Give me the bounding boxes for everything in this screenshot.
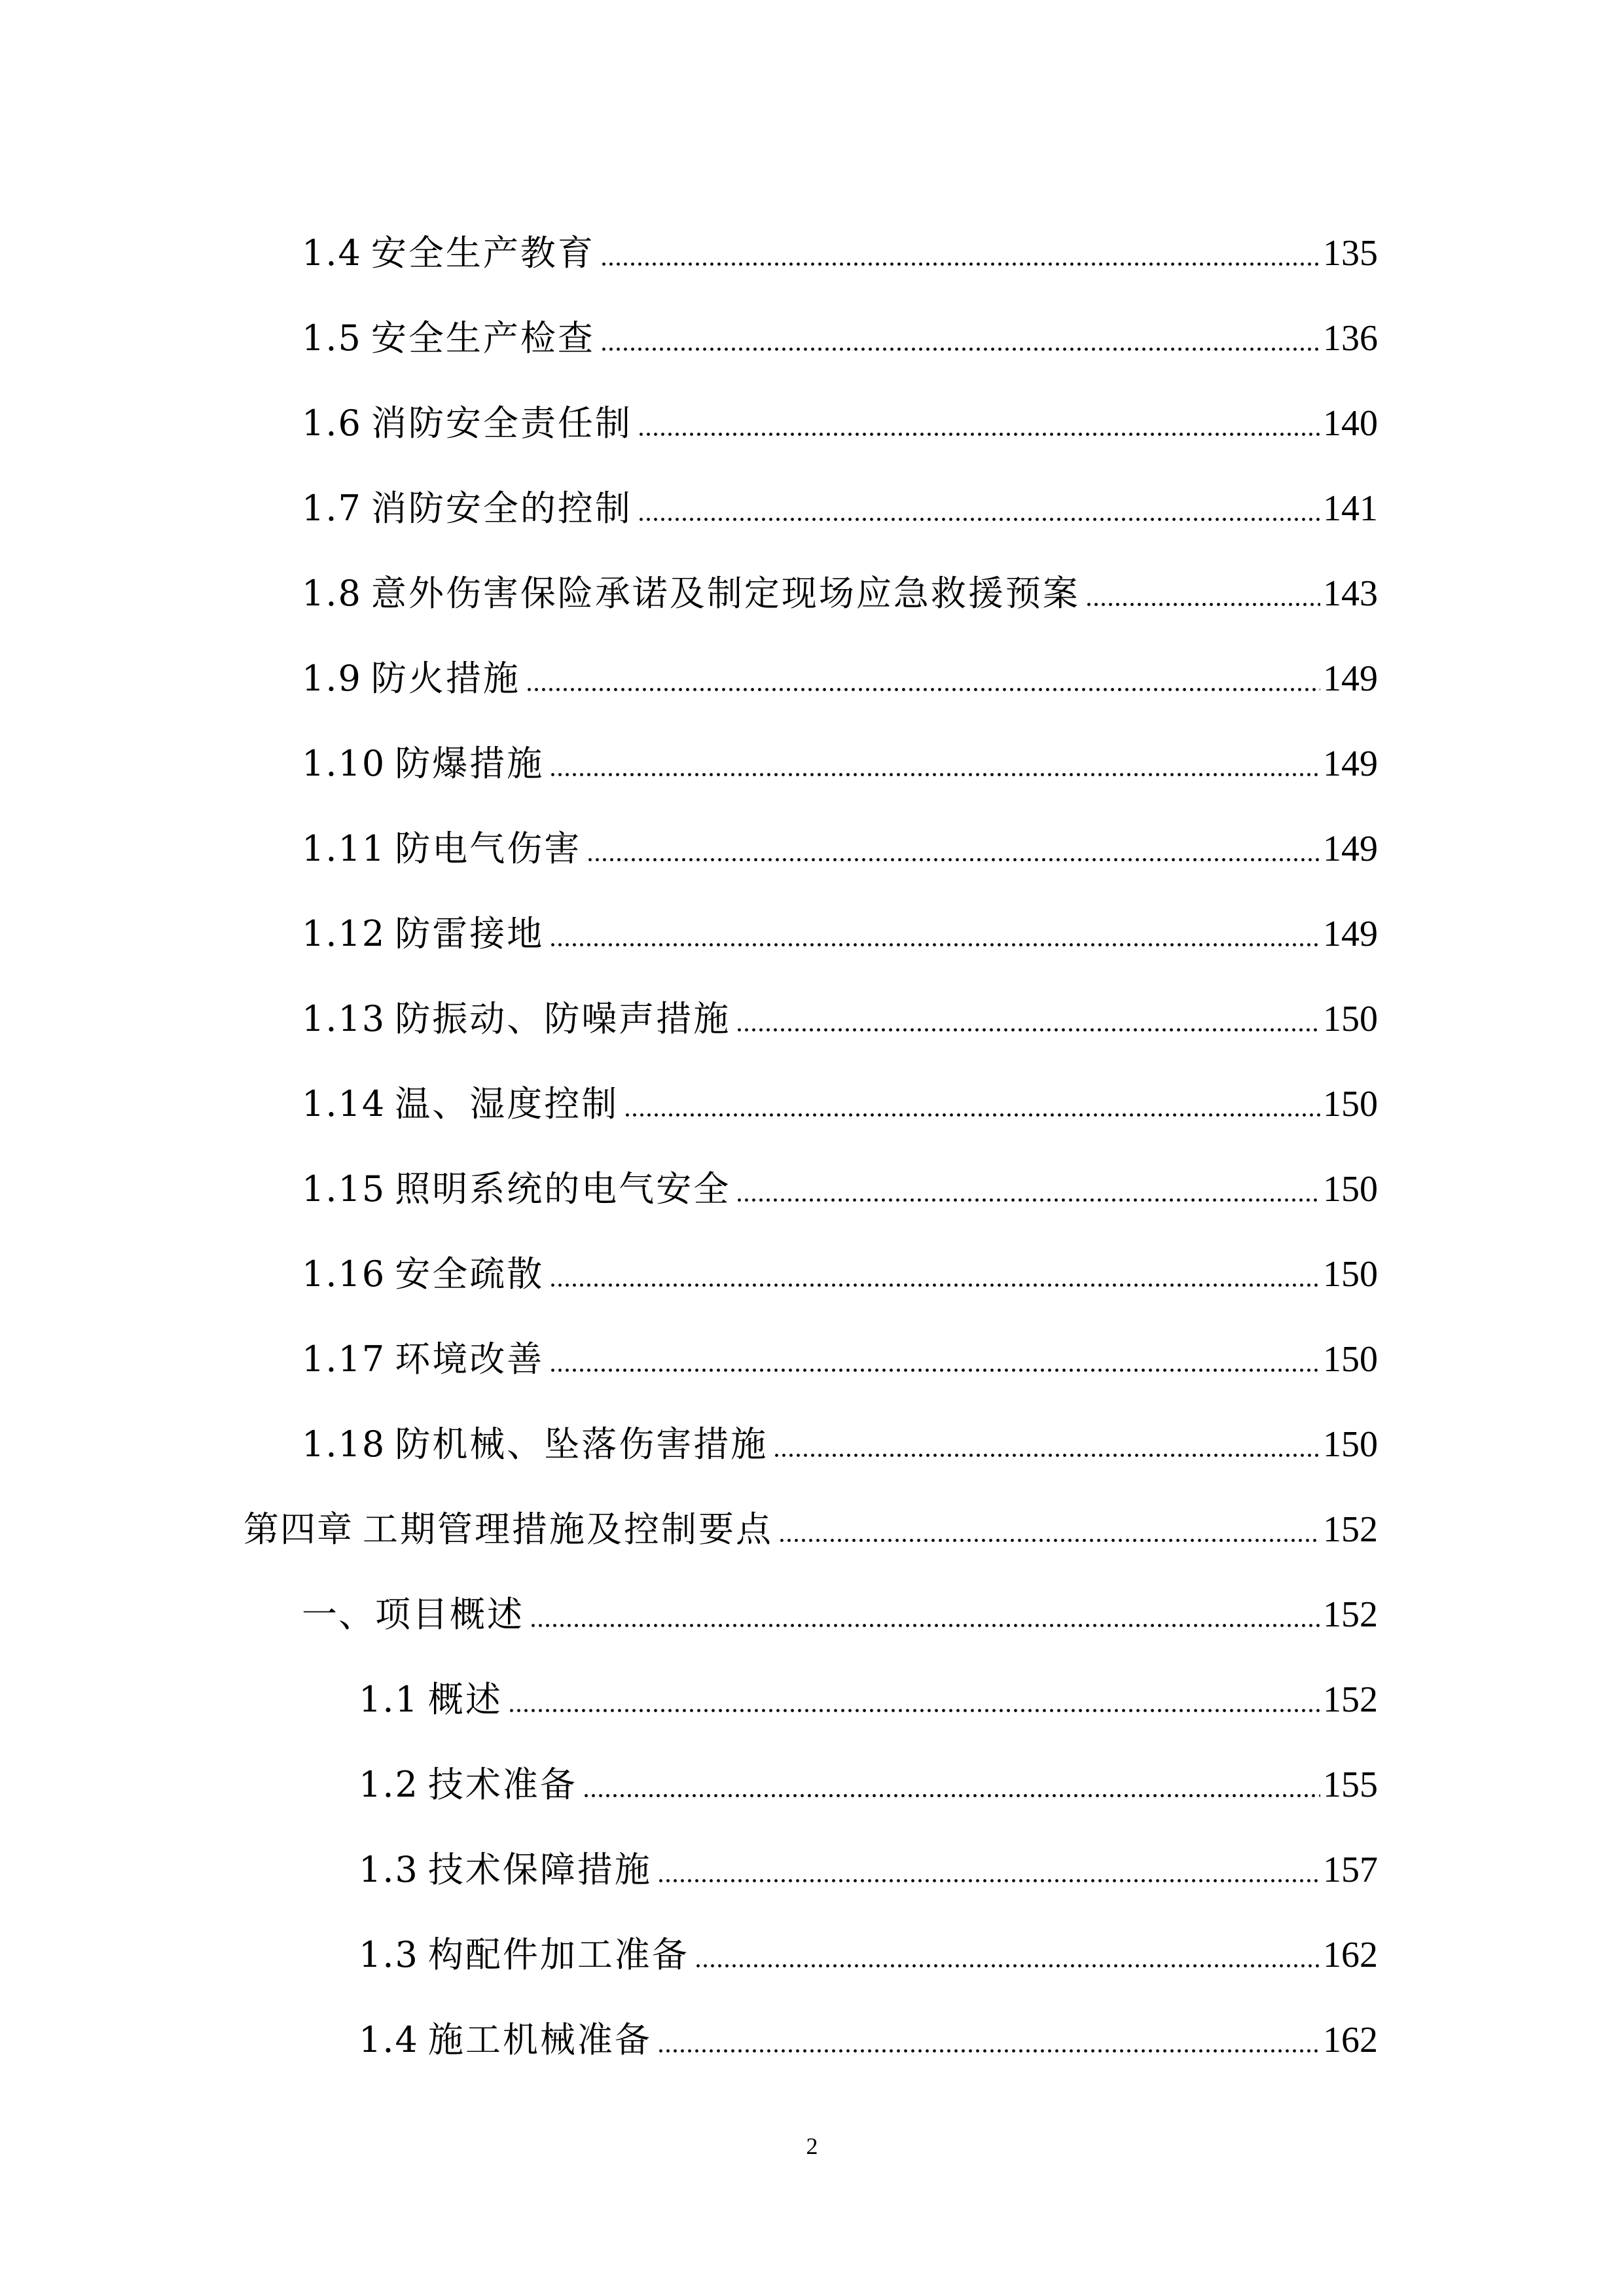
toc-entry-page: 150 xyxy=(1323,1424,1378,1465)
toc-entry[interactable] xyxy=(0,1912,1624,1998)
dot-leader xyxy=(600,321,1320,356)
dot-leader xyxy=(778,1512,1320,1547)
toc-entry-number: 1.7 xyxy=(302,488,362,529)
toc-entry-title: 安全疏散 xyxy=(395,1253,545,1295)
toc-entry-title: 防振动、防噪声措施 xyxy=(395,998,731,1039)
toc-entry-title: 构配件加工准备 xyxy=(427,1934,689,1975)
dot-leader xyxy=(695,1937,1320,1973)
toc-entry-page: 157 xyxy=(1323,1850,1378,1890)
toc-entry-page: 150 xyxy=(1323,1169,1378,1210)
toc-entry-title: 技术保障措施 xyxy=(427,1849,652,1890)
toc-entry-number: 1.8 xyxy=(302,573,362,614)
toc-entry-title: 消防安全的控制 xyxy=(370,488,632,529)
toc-entry[interactable] xyxy=(0,1742,1624,1827)
toc-entry-number: 1.4 xyxy=(302,232,362,274)
toc-entry-number: 1.16 xyxy=(302,1253,386,1295)
toc-entry-page: 150 xyxy=(1323,1339,1378,1380)
toc-entry[interactable] xyxy=(0,1062,1624,1147)
toc-entry[interactable] xyxy=(0,1487,1624,1572)
toc-entry-title: 概述 xyxy=(427,1679,503,1720)
toc-entry-page: 149 xyxy=(1323,914,1378,954)
toc-entry-page: 162 xyxy=(1323,2020,1378,2060)
toc-entry[interactable] xyxy=(0,551,1624,636)
toc-entry-page: 150 xyxy=(1323,1254,1378,1295)
toc-entry[interactable] xyxy=(0,1572,1624,1657)
toc-entry-number: 1.13 xyxy=(302,998,386,1039)
toc-entry-title: 防火措施 xyxy=(370,658,520,699)
toc-entry[interactable] xyxy=(0,721,1624,806)
toc-entry-page: 149 xyxy=(1323,744,1378,784)
toc-entry-number: 1.18 xyxy=(302,1424,386,1465)
toc-entry-title: 安全生产教育 xyxy=(370,232,595,274)
dot-leader xyxy=(526,661,1320,696)
toc-entry-number: 1.17 xyxy=(302,1338,386,1380)
dot-leader xyxy=(586,831,1320,867)
toc-entry-title: 防机械、坠落伤害措施 xyxy=(395,1424,768,1465)
toc-entry-page: 152 xyxy=(1323,1679,1378,1720)
dot-leader xyxy=(1085,576,1320,611)
toc-entry-number: 1.3 xyxy=(359,1934,419,1975)
toc-entry-title: 防雷接地 xyxy=(395,913,545,954)
toc-entry-page: 141 xyxy=(1323,488,1378,529)
toc-entry-title: 防爆措施 xyxy=(395,743,545,784)
toc-entry-title: 意外伤害保险承诺及制定现场应急救援预案 xyxy=(370,573,1080,614)
toc-entry-page: 150 xyxy=(1323,999,1378,1039)
dot-leader xyxy=(657,1852,1320,1888)
toc-entry-page: 162 xyxy=(1323,1935,1378,1975)
toc-entry[interactable] xyxy=(0,1998,1624,2083)
toc-entry[interactable] xyxy=(0,636,1624,721)
toc-entry-title: 照明系统的电气安全 xyxy=(395,1168,731,1210)
toc-entry[interactable] xyxy=(0,466,1624,551)
dot-leader xyxy=(549,1257,1320,1292)
toc-entry-title: 温、湿度控制 xyxy=(395,1083,619,1124)
toc-entry[interactable] xyxy=(0,1402,1624,1487)
toc-entry[interactable] xyxy=(0,1827,1624,1912)
toc-entry-page: 149 xyxy=(1323,829,1378,869)
dot-leader xyxy=(530,1597,1320,1632)
toc-entry-page: 136 xyxy=(1323,318,1378,359)
toc-entry-number: 1.5 xyxy=(302,317,362,359)
toc-entry-number: 一、 xyxy=(302,1594,375,1635)
toc-entry-title: 消防安全责任制 xyxy=(370,403,632,444)
dot-leader xyxy=(508,1682,1320,1717)
toc-entry-title: 安全生产检查 xyxy=(370,317,595,359)
toc-entry-title: 施工机械准备 xyxy=(427,2019,652,2060)
toc-entry-number: 第四章 xyxy=(244,1509,353,1550)
toc-entry-page: 150 xyxy=(1323,1084,1378,1124)
dot-leader xyxy=(549,1342,1320,1377)
toc-entry-page: 140 xyxy=(1323,403,1378,444)
toc-entry[interactable] xyxy=(0,1147,1624,1232)
toc-entry[interactable] xyxy=(0,977,1624,1062)
dot-leader xyxy=(624,1086,1320,1122)
toc-entry[interactable] xyxy=(0,1317,1624,1402)
dot-leader xyxy=(600,236,1320,271)
dot-leader xyxy=(773,1427,1320,1462)
toc-entry[interactable] xyxy=(0,296,1624,381)
toc-entry-number: 1.10 xyxy=(302,743,386,784)
toc-entry-page: 152 xyxy=(1323,1509,1378,1550)
toc-entry-number: 1.15 xyxy=(302,1168,386,1210)
toc-entry-number: 1.14 xyxy=(302,1083,386,1124)
toc-entry-number: 1.4 xyxy=(359,2019,419,2060)
toc-entry-title: 项目概述 xyxy=(375,1594,524,1635)
toc-entry-page: 143 xyxy=(1323,573,1378,614)
toc-entry[interactable] xyxy=(0,211,1624,296)
toc-entry-page: 149 xyxy=(1323,658,1378,699)
dot-leader xyxy=(549,916,1320,952)
toc-entry-title: 环境改善 xyxy=(395,1338,545,1380)
toc-entry-number: 1.3 xyxy=(359,1849,419,1890)
toc-entry-number: 1.6 xyxy=(302,403,362,444)
dot-leader xyxy=(549,746,1320,781)
toc-entry-title: 技术准备 xyxy=(427,1764,577,1805)
toc-entry-page: 155 xyxy=(1323,1765,1378,1805)
toc-entry[interactable] xyxy=(0,1232,1624,1317)
dot-leader xyxy=(657,2022,1320,2058)
toc-entry-title: 工期管理措施及控制要点 xyxy=(363,1509,773,1550)
toc-entry-page: 135 xyxy=(1323,233,1378,274)
dot-leader xyxy=(583,1767,1320,1803)
toc-entry-number: 1.11 xyxy=(302,828,386,869)
page-number: 2 xyxy=(806,2133,818,2159)
table-of-contents xyxy=(0,211,1624,2083)
toc-entry[interactable] xyxy=(0,806,1624,891)
dot-leader xyxy=(736,1001,1320,1037)
toc-entry-title: 防电气伤害 xyxy=(395,828,582,869)
toc-entry-number: 1.12 xyxy=(302,913,386,954)
toc-entry-number: 1.2 xyxy=(359,1764,419,1805)
toc-entry-number: 1.9 xyxy=(302,658,362,699)
dot-leader xyxy=(736,1172,1320,1207)
toc-entry-page: 152 xyxy=(1323,1594,1378,1635)
toc-entry[interactable] xyxy=(0,381,1624,466)
toc-entry-number: 1.1 xyxy=(359,1679,419,1720)
dot-leader xyxy=(638,406,1320,441)
toc-entry[interactable] xyxy=(0,891,1624,977)
dot-leader xyxy=(638,491,1320,526)
toc-entry[interactable] xyxy=(0,1657,1624,1742)
